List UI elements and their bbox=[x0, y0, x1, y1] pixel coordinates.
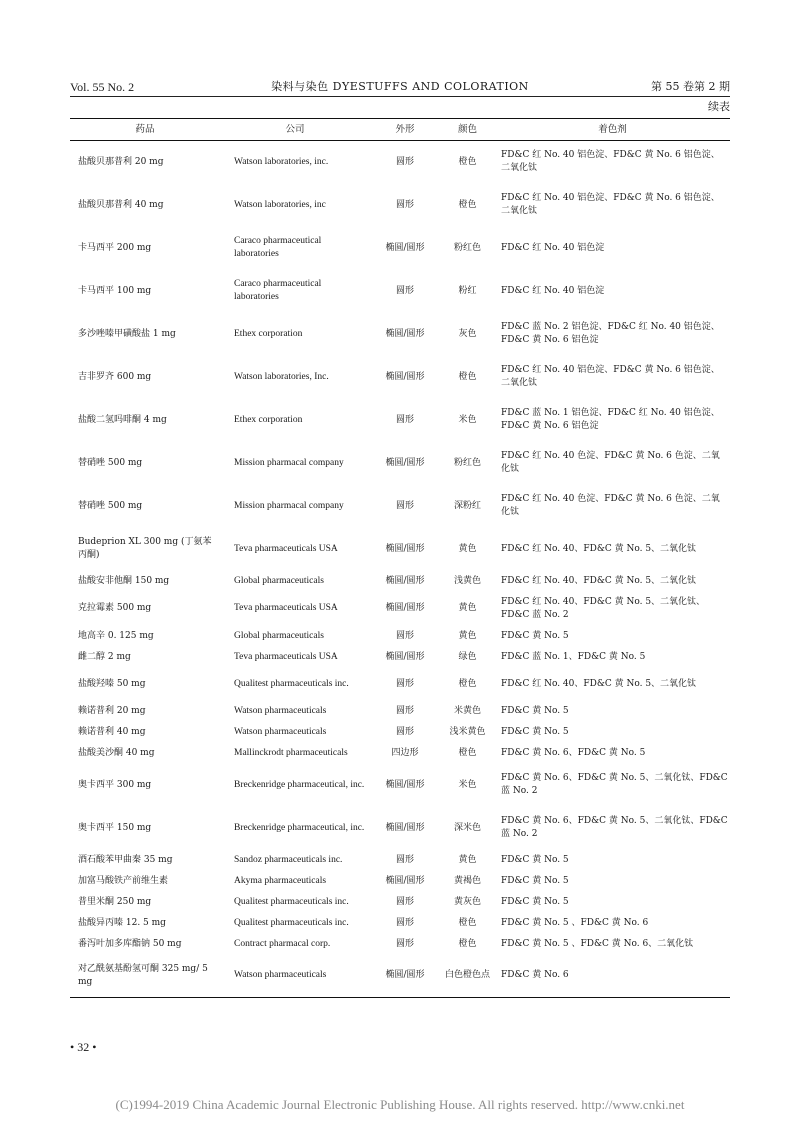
company-name: Breckenridge pharmaceutical, inc. bbox=[234, 822, 365, 833]
tablet-color: 黄灰色 bbox=[453, 896, 481, 907]
table-row bbox=[70, 850, 730, 871]
drug-colorant-table bbox=[70, 118, 730, 998]
drug-name: 盐酸贝那普利 20 mg bbox=[78, 156, 164, 167]
company-name: Watson pharmaceuticals bbox=[234, 726, 327, 737]
table-row bbox=[70, 270, 730, 313]
column-header-colorant: 着色剂 bbox=[495, 119, 730, 141]
company-name: Teva pharmaceuticals USA bbox=[234, 651, 338, 662]
drug-name: 赖诺普利 20 mg bbox=[78, 705, 146, 716]
column-header-shape: 外形 bbox=[370, 119, 440, 141]
drug-name: 盐酸贝那普利 40 mg bbox=[78, 199, 164, 210]
table-row bbox=[70, 871, 730, 892]
colorant-list: FD&C 红 No. 40、FD&C 黄 No. 5、二氧化钛 bbox=[501, 678, 697, 689]
company-name: Qualitest pharmaceuticals inc. bbox=[234, 917, 349, 928]
colorant-list: FD&C 黄 No. 5 bbox=[501, 705, 569, 716]
colorant-list: FD&C 红 No. 40 铝色淀、FD&C 黄 No. 6 铝色淀、二氧化钛 bbox=[501, 365, 720, 388]
tablet-shape: 椭圆/圆形 bbox=[385, 371, 425, 382]
tablet-color: 深粉红 bbox=[453, 500, 481, 511]
drug-name: 盐酸异丙嗪 12. 5 mg bbox=[78, 917, 166, 928]
tablet-shape: 椭圆/圆形 bbox=[385, 603, 425, 613]
table-row bbox=[70, 955, 730, 998]
drug-name: 奥卡西平 300 mg bbox=[78, 779, 152, 790]
colorant-list: FD&C 红 No. 40、FD&C 黄 No. 5、二氧化钛 bbox=[501, 543, 697, 554]
company-name: Global pharmaceuticals bbox=[234, 575, 324, 586]
table-row bbox=[70, 913, 730, 934]
drug-name: 奥卡西平 150 mg bbox=[78, 822, 152, 833]
drug-name: 番泻叶加多库酯钠 50 mg bbox=[78, 938, 182, 949]
column-header-color: 颜色 bbox=[440, 119, 495, 141]
company-name: Mission pharmacal company bbox=[234, 457, 344, 468]
table-row bbox=[70, 485, 730, 528]
table-row bbox=[70, 528, 730, 571]
tablet-color: 黄褐色 bbox=[453, 875, 481, 886]
tablet-shape: 圆形 bbox=[395, 414, 414, 425]
tablet-shape: 圆形 bbox=[395, 285, 414, 296]
tablet-color: 深米色 bbox=[453, 822, 481, 833]
colorant-list: FD&C 黄 No. 6、FD&C 黄 No. 5 bbox=[501, 747, 646, 758]
company-name: Breckenridge pharmaceutical, inc. bbox=[234, 779, 365, 790]
colorant-list: FD&C 蓝 No. 2 铝色淀、FD&C 红 No. 40 铝色淀、FD&C 黄 No. 6 铝色淀 bbox=[501, 322, 720, 345]
company-name: Qualitest pharmaceuticals inc. bbox=[234, 896, 349, 907]
tablet-color: 白色橙色点 bbox=[440, 955, 495, 998]
company-name: Contract pharmacal corp. bbox=[234, 938, 331, 949]
tablet-shape: 圆形 bbox=[395, 938, 414, 949]
tablet-shape: 圆形 bbox=[395, 917, 414, 928]
table-row bbox=[70, 399, 730, 442]
tablet-color: 黄色 bbox=[458, 854, 477, 865]
tablet-color: 米色 bbox=[458, 414, 477, 425]
drug-name: 盐酸二氢吗啡酮 4 mg bbox=[78, 414, 167, 425]
running-header bbox=[70, 79, 730, 95]
drug-name: 盐酸安非他酮 150 mg bbox=[78, 575, 170, 586]
page-number: • 32 • bbox=[70, 1040, 97, 1054]
tablet-color: 橙色 bbox=[458, 678, 477, 689]
tablet-color: 黄色 bbox=[458, 603, 477, 613]
table-row bbox=[70, 743, 730, 764]
tablet-shape: 椭圆/圆形 bbox=[385, 575, 425, 586]
colorant-list: FD&C 红 No. 40、FD&C 黄 No. 5、二氧化钛 bbox=[501, 575, 697, 586]
table-row bbox=[70, 626, 730, 647]
table-body bbox=[70, 141, 730, 998]
table-row bbox=[70, 722, 730, 743]
company-name: Ethex corporation bbox=[234, 328, 303, 339]
tablet-shape: 椭圆/圆形 bbox=[385, 651, 425, 662]
colorant-list: FD&C 红 No. 40、FD&C 黄 No. 5、二氧化钛、FD&C 蓝 No. 2 bbox=[501, 596, 706, 620]
table-row bbox=[70, 442, 730, 485]
tablet-color: 橙色 bbox=[458, 747, 477, 758]
drug-name: 替硝唑 500 mg bbox=[78, 457, 143, 468]
tablet-color: 米色 bbox=[458, 779, 477, 790]
colorant-list: FD&C 蓝 No. 1、FD&C 黄 No. 5 bbox=[501, 651, 646, 662]
tablet-shape: 椭圆/圆形 bbox=[385, 328, 425, 339]
table-continued-label: 续表 bbox=[708, 100, 730, 113]
company-name: Teva pharmaceuticals USA bbox=[234, 543, 338, 554]
tablet-shape: 椭圆/圆形 bbox=[385, 543, 425, 554]
company-name: Watson laboratories, inc. bbox=[234, 156, 329, 167]
table-row bbox=[70, 356, 730, 399]
company-name: Ethex corporation bbox=[234, 414, 303, 425]
drug-name: 赖诺普利 40 mg bbox=[78, 726, 146, 737]
tablet-shape: 圆形 bbox=[395, 854, 414, 865]
tablet-color: 浅黄色 bbox=[453, 575, 481, 586]
company-name: Global pharmaceuticals bbox=[234, 630, 324, 641]
table-row bbox=[70, 934, 730, 955]
tablet-shape: 圆形 bbox=[395, 678, 414, 689]
company-name: Teva pharmaceuticals USA bbox=[234, 603, 338, 613]
tablet-color: 橙色 bbox=[458, 199, 477, 210]
tablet-shape: 椭圆/圆形 bbox=[370, 955, 440, 998]
colorant-list: FD&C 蓝 No. 1 铝色淀、FD&C 红 No. 40 铝色淀、FD&C 黄 No. 6 铝色淀 bbox=[501, 408, 720, 431]
colorant-list: FD&C 黄 No. 5 bbox=[501, 630, 569, 641]
company-name: Watson laboratories, Inc. bbox=[234, 371, 329, 382]
tablet-color: 绿色 bbox=[458, 651, 477, 662]
drug-name: 对乙酰氨基酚氢可酮 325 mg/ 5 mg bbox=[70, 955, 220, 998]
table-row bbox=[70, 668, 730, 701]
table-row bbox=[70, 592, 730, 626]
tablet-shape: 椭圆/圆形 bbox=[385, 457, 425, 468]
tablet-shape: 椭圆/圆形 bbox=[385, 822, 425, 833]
colorant-list: FD&C 黄 No. 6、FD&C 黄 No. 5、二氧化钛、FD&C 蓝 No. 2 bbox=[501, 816, 728, 839]
tablet-shape: 圆形 bbox=[395, 705, 414, 716]
company-name: Mission pharmacal company bbox=[234, 500, 344, 511]
company-name: Watson pharmaceuticals bbox=[234, 705, 327, 716]
colorant-list: FD&C 红 No. 40 色淀、FD&C 黄 No. 6 色淀、二氧化钛 bbox=[501, 494, 720, 517]
tablet-shape: 圆形 bbox=[395, 199, 414, 210]
tablet-color: 粉红 bbox=[458, 285, 477, 296]
company-name: Watson pharmaceuticals bbox=[220, 955, 370, 998]
column-header-company: 公司 bbox=[220, 119, 370, 141]
tablet-shape: 四边形 bbox=[391, 747, 419, 758]
drug-name: 多沙唑嗪甲磺酸盐 1 mg bbox=[78, 328, 176, 339]
drug-name: 酒石酸苯甲曲秦 35 mg bbox=[78, 854, 173, 865]
drug-name: 盐酸美沙酮 40 mg bbox=[78, 747, 155, 758]
tablet-shape: 圆形 bbox=[395, 896, 414, 907]
table-row bbox=[70, 764, 730, 807]
journal-title: 染料与染色 DYESTUFFS AND COLORATION bbox=[271, 80, 529, 93]
colorant-list: FD&C 黄 No. 5 bbox=[501, 875, 569, 886]
table-row bbox=[70, 313, 730, 356]
volume-issue: Vol. 55 No. 2 bbox=[70, 80, 135, 94]
table-row bbox=[70, 227, 730, 270]
table-row bbox=[70, 892, 730, 913]
tablet-color: 黄色 bbox=[458, 630, 477, 641]
drug-name: 盐酸羟嗪 50 mg bbox=[78, 678, 146, 689]
colorant-list: FD&C 红 No. 40 铝色淀、FD&C 黄 No. 6 铝色淀、二氧化钛 bbox=[501, 193, 720, 216]
volume-issue-cn: 第 55 卷第 2 期 bbox=[651, 80, 730, 93]
tablet-shape: 圆形 bbox=[395, 630, 414, 641]
colorant-list: FD&C 黄 No. 5 bbox=[501, 854, 569, 865]
colorant-list: FD&C 黄 No. 6 bbox=[495, 955, 730, 998]
tablet-color: 橙色 bbox=[458, 156, 477, 167]
column-header-drug: 药品 bbox=[70, 119, 220, 141]
tablet-shape: 圆形 bbox=[395, 500, 414, 511]
colorant-list: FD&C 黄 No. 5 bbox=[501, 726, 569, 737]
drug-name: 雌二醇 2 mg bbox=[78, 651, 131, 662]
colorant-list: FD&C 红 No. 40 铝色淀 bbox=[501, 285, 605, 296]
table-row bbox=[70, 571, 730, 592]
company-name: Watson laboratories, inc bbox=[234, 199, 326, 210]
drug-name: 卡马西平 100 mg bbox=[78, 285, 152, 296]
header-rule bbox=[70, 96, 730, 97]
drug-name: 加富马酸铁产前维生素 bbox=[78, 875, 169, 886]
tablet-shape: 椭圆/圆形 bbox=[385, 242, 425, 253]
drug-name: 地高辛 0. 125 mg bbox=[78, 630, 154, 641]
company-name: Qualitest pharmaceuticals inc. bbox=[234, 678, 349, 689]
drug-name: 卡马西平 200 mg bbox=[78, 242, 152, 253]
drug-name: 克拉霉素 500 mg bbox=[78, 603, 152, 613]
tablet-color: 粉红色 bbox=[453, 457, 481, 468]
company-name: Sandoz pharmaceuticals inc. bbox=[234, 854, 343, 865]
table-row bbox=[70, 184, 730, 227]
copyright-footer: (C)1994-2019 China Academic Journal Electronic Publishing House. All rights reserved. http://www.cnki.net bbox=[115, 1097, 685, 1112]
tablet-color: 浅米黄色 bbox=[449, 726, 486, 737]
table-row bbox=[70, 647, 730, 668]
company-name: Caraco pharmaceutical laboratories bbox=[234, 236, 322, 259]
tablet-shape: 椭圆/圆形 bbox=[385, 875, 425, 886]
colorant-list: FD&C 黄 No. 5 、FD&C 黄 No. 6、二氧化钛 bbox=[501, 938, 694, 949]
drug-name: 吉非罗齐 600 mg bbox=[78, 371, 152, 382]
tablet-color: 米黄色 bbox=[453, 705, 481, 716]
table-row bbox=[70, 141, 730, 184]
colorant-list: FD&C 黄 No. 5 、FD&C 黄 No. 6 bbox=[501, 917, 649, 928]
tablet-color: 橙色 bbox=[458, 917, 477, 928]
colorant-list: FD&C 黄 No. 5 bbox=[501, 896, 569, 907]
colorant-list: FD&C 黄 No. 6、FD&C 黄 No. 5、二氧化钛、FD&C 蓝 No. 2 bbox=[501, 773, 728, 796]
company-name: Caraco pharmaceutical laboratories bbox=[234, 279, 322, 302]
tablet-color: 橙色 bbox=[458, 371, 477, 382]
company-name: Mallinckrodt pharmaceuticals bbox=[234, 747, 348, 758]
tablet-color: 黄色 bbox=[458, 543, 477, 554]
tablet-color: 粉红色 bbox=[453, 242, 481, 253]
colorant-list: FD&C 红 No. 40 铝色淀、FD&C 黄 No. 6 铝色淀、二氧化钛 bbox=[501, 150, 720, 174]
table-row bbox=[70, 807, 730, 850]
tablet-color: 橙色 bbox=[458, 938, 477, 949]
drug-name: Budeprion XL 300 mg (丁氨苯丙酮) bbox=[78, 537, 212, 560]
tablet-color: 灰色 bbox=[458, 328, 477, 339]
colorant-list: FD&C 红 No. 40 铝色淀 bbox=[501, 242, 605, 253]
tablet-shape: 圆形 bbox=[395, 156, 414, 167]
drug-name: 普里米酮 250 mg bbox=[78, 896, 152, 907]
colorant-list: FD&C 红 No. 40 色淀、FD&C 黄 No. 6 色淀、二氧化钛 bbox=[501, 451, 720, 474]
tablet-shape: 圆形 bbox=[395, 726, 414, 737]
drug-name: 替硝唑 500 mg bbox=[78, 500, 143, 511]
table-header-row bbox=[70, 119, 730, 141]
company-name: Akyma pharmaceuticals bbox=[234, 875, 327, 886]
tablet-shape: 椭圆/圆形 bbox=[385, 779, 425, 790]
table-row bbox=[70, 701, 730, 722]
